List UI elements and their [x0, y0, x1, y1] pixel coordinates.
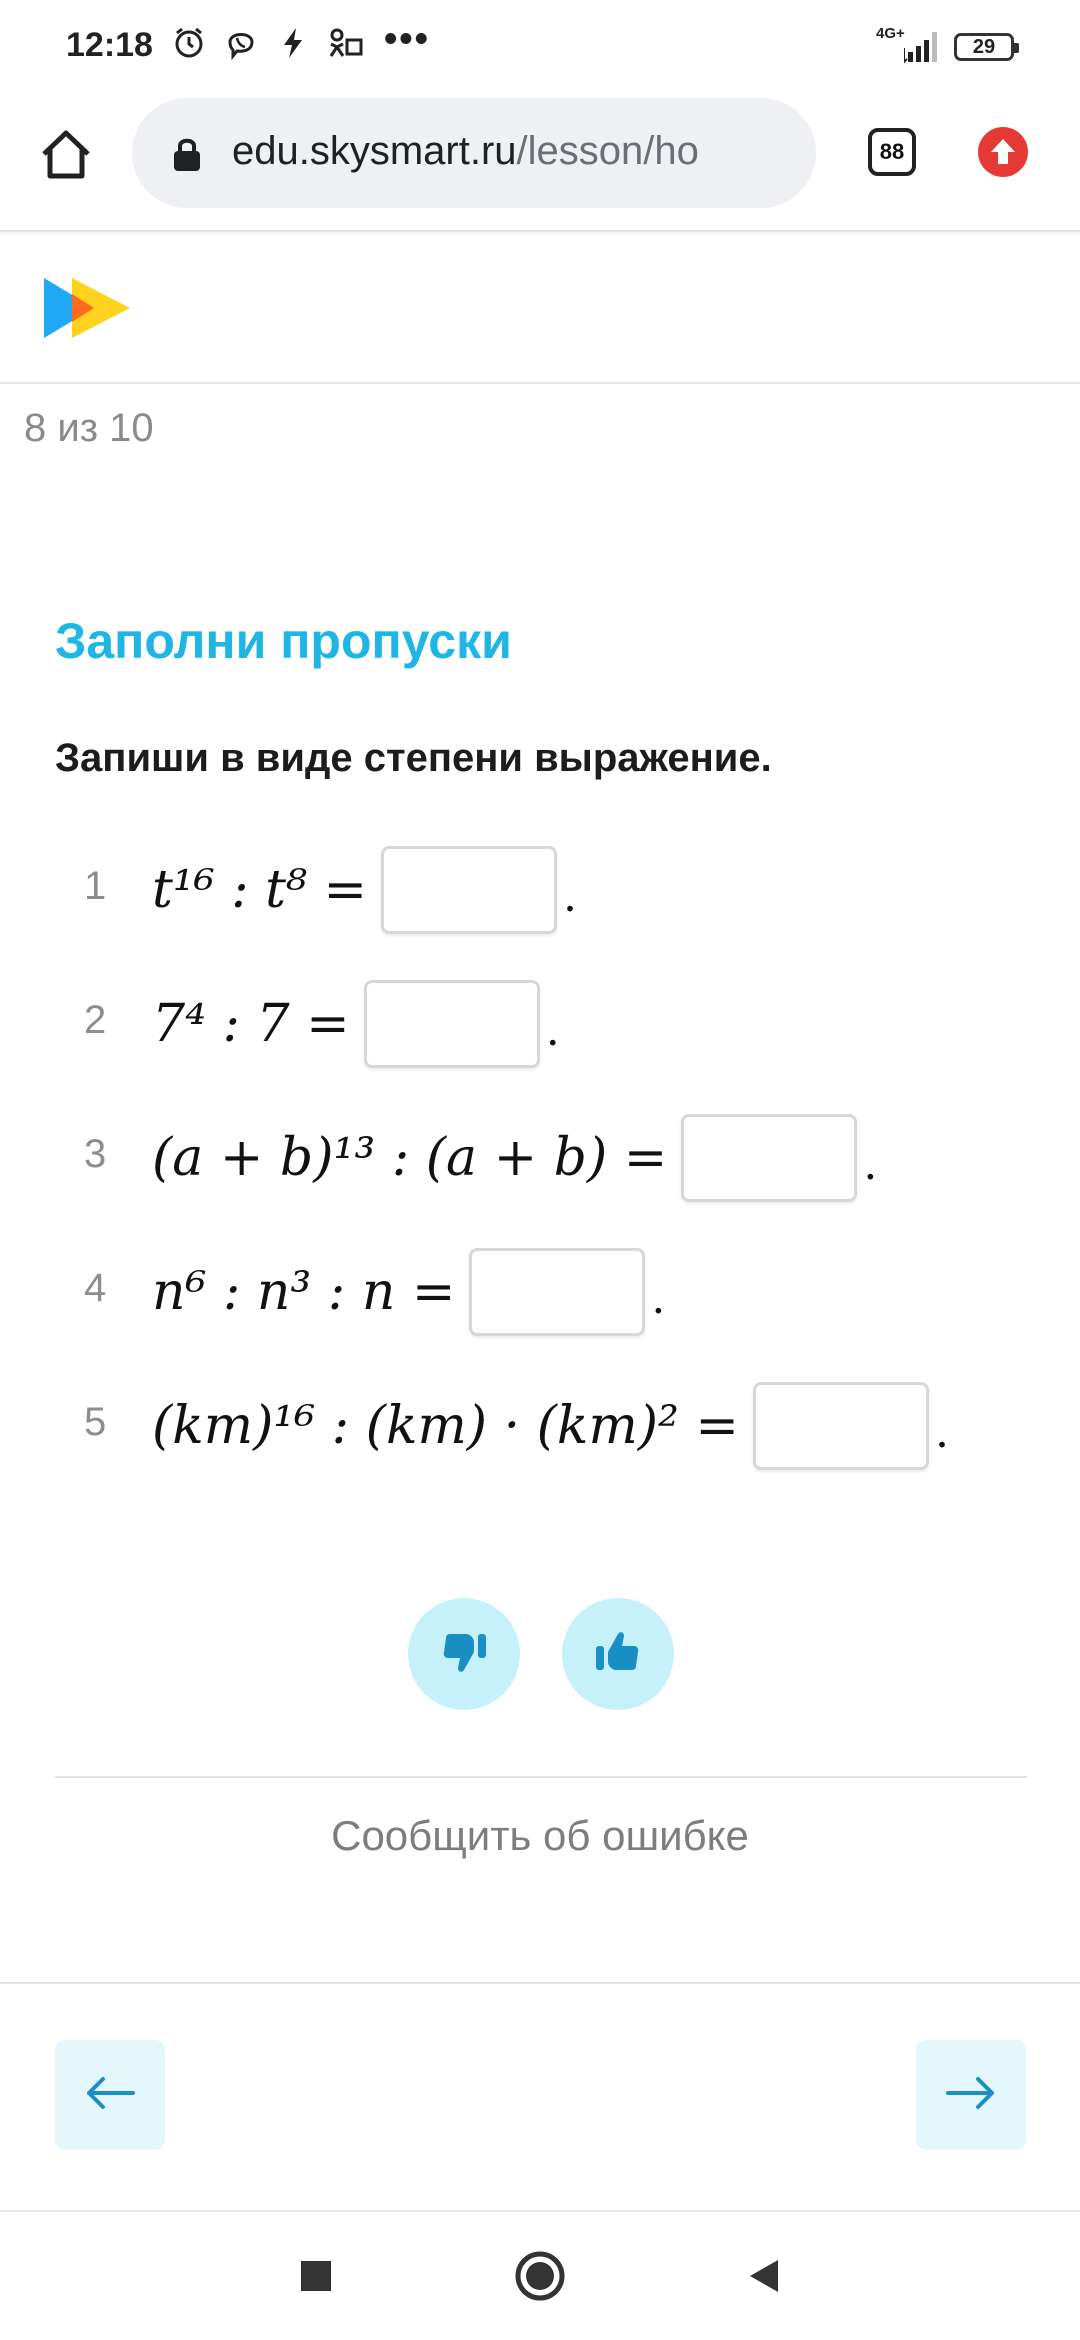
circle-icon[interactable] [512, 2248, 568, 2304]
status-bar [0, 0, 1080, 96]
previous-button[interactable] [55, 2040, 165, 2150]
answer-input[interactable] [681, 1114, 857, 1202]
progress-counter: 8 из 10 [24, 406, 154, 450]
expression-text: 7⁴ : 7 = [152, 994, 350, 1054]
viber-icon [222, 24, 260, 62]
arrow-right-icon [944, 2073, 998, 2118]
square-icon[interactable] [288, 2248, 344, 2304]
exercise-number: 4 [84, 1266, 107, 1310]
status-time: 12:18 [66, 26, 153, 64]
answer-input[interactable] [469, 1248, 645, 1336]
exercise-expression [152, 984, 560, 1064]
exercise-number: 5 [84, 1400, 107, 1444]
url-domain: edu.skysmart.ru [232, 129, 517, 173]
exercise-row [0, 1110, 1080, 1206]
exercise-number: 2 [84, 998, 107, 1042]
exercise-expression [152, 1252, 665, 1332]
notification-icons [170, 24, 364, 62]
next-button[interactable] [916, 2040, 1026, 2150]
exercise-expression [152, 1386, 949, 1466]
skysmart-logo[interactable] [42, 276, 132, 345]
period: . [563, 871, 578, 922]
alarm-icon [170, 24, 208, 62]
site-header [0, 232, 1080, 384]
period: . [934, 1407, 949, 1458]
period: . [651, 1273, 666, 1324]
answer-input[interactable] [381, 846, 557, 934]
thumbs-up-icon [590, 1624, 646, 1685]
dislike-button[interactable] [408, 1598, 520, 1710]
exercise-row [0, 1378, 1080, 1474]
exercise-number: 1 [84, 864, 107, 908]
odnoklassniki-icon [326, 24, 364, 62]
battery-indicator: 29 [954, 33, 1014, 61]
expression-text: n⁶ : n³ : n = [152, 1262, 456, 1322]
divider [0, 1982, 1080, 1984]
exercise-expression [152, 1118, 877, 1198]
exercise-expression [152, 850, 577, 930]
exercise-row [0, 842, 1080, 938]
url-path: /lesson/ho [516, 129, 699, 173]
tabs-counter-icon[interactable]: 88 [868, 128, 916, 176]
answer-input[interactable] [753, 1382, 929, 1470]
task-title: Заполни пропуски [55, 613, 512, 669]
triangle-back-icon[interactable] [736, 2248, 792, 2304]
home-icon[interactable] [36, 124, 96, 184]
lock-icon [172, 136, 202, 177]
exercise-number: 3 [84, 1132, 107, 1176]
browser-toolbar [0, 96, 1080, 232]
url-text [232, 129, 792, 174]
expression-text: (km)¹⁶ : (km) · (km)² = [152, 1396, 739, 1456]
address-bar[interactable] [132, 98, 816, 208]
task-instruction: Запиши в виде степени выражение. [55, 736, 772, 780]
period: . [863, 1139, 878, 1190]
like-button[interactable] [562, 1598, 674, 1710]
exercise-row [0, 976, 1080, 1072]
flash-icon [274, 24, 312, 62]
expression-text: t¹⁶ : t⁸ = [152, 860, 368, 920]
signal-icon [904, 28, 944, 69]
update-arrow-icon[interactable] [978, 127, 1028, 177]
more-notifications-icon: ••• [384, 18, 430, 60]
expression-text: (a + b)¹³ : (a + b) = [152, 1128, 668, 1188]
divider [55, 1776, 1027, 1778]
network-type: 4G+ [876, 25, 905, 42]
arrow-left-icon [83, 2073, 137, 2118]
exercise-row [0, 1244, 1080, 1340]
period: . [545, 1005, 560, 1056]
system-navigation-bar [0, 2212, 1080, 2340]
report-error-link[interactable]: Сообщить об ошибке [331, 1812, 749, 1859]
answer-input[interactable] [364, 980, 540, 1068]
thumbs-down-icon [436, 1624, 492, 1685]
